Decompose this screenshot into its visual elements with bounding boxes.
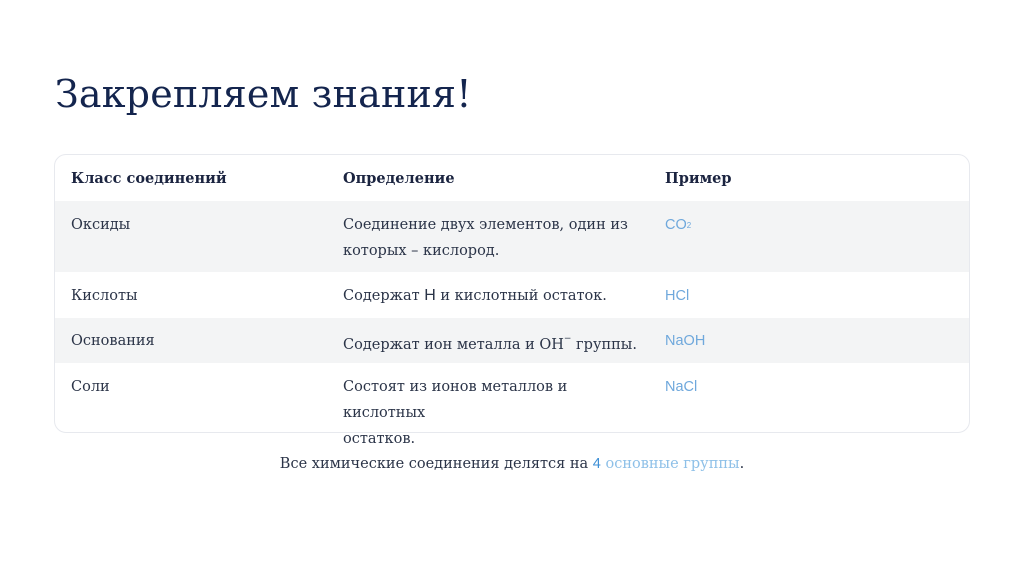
definition-text: группы.	[571, 336, 637, 353]
compounds-table	[54, 154, 970, 447]
table-row	[55, 272, 969, 318]
definition-line: остатков.	[343, 431, 416, 447]
caption-number: 4	[592, 456, 601, 472]
row-example	[665, 212, 925, 240]
header-class: Класс соединений	[71, 170, 227, 187]
definition-line: которых – кислород.	[343, 243, 500, 259]
row-definition	[343, 283, 643, 309]
formula-subscript: 2	[686, 221, 692, 230]
table-header-row	[55, 155, 969, 201]
table-row	[55, 201, 969, 272]
definition-text: Содержат ион металла и ОН	[343, 336, 564, 353]
row-class: Кислоты	[71, 288, 138, 304]
definition-text: Содержат	[343, 288, 425, 304]
caption-text: Все химические соединения делятся на	[279, 456, 593, 472]
table-row	[55, 318, 969, 363]
row-definition	[343, 328, 643, 358]
hydrogen-symbol: Н	[424, 287, 436, 304]
row-class: Основания	[71, 333, 155, 349]
formula: CO	[665, 217, 687, 233]
caption	[0, 456, 1024, 472]
row-class: Соли	[71, 379, 110, 395]
definition-text: и кислотный остаток.	[435, 288, 607, 304]
row-definition	[343, 374, 643, 452]
caption-end: .	[739, 456, 745, 472]
charge-superscript: −	[563, 334, 572, 344]
definition-line: Состоят из ионов металлов и кислотных	[343, 379, 568, 421]
row-class: Оксиды	[71, 217, 131, 233]
slide-title: Закрепляем знания!	[55, 72, 472, 116]
row-example: HCl	[665, 288, 690, 304]
caption-accent: основные группы	[600, 456, 740, 472]
definition-line: Соединение двух элементов, один из	[343, 217, 628, 233]
row-example: NaCl	[665, 379, 698, 395]
row-example: NaOH	[665, 333, 706, 349]
row-definition	[343, 212, 643, 264]
header-example: Пример	[665, 170, 732, 187]
header-definition: Определение	[343, 170, 455, 187]
table-row	[55, 363, 969, 447]
